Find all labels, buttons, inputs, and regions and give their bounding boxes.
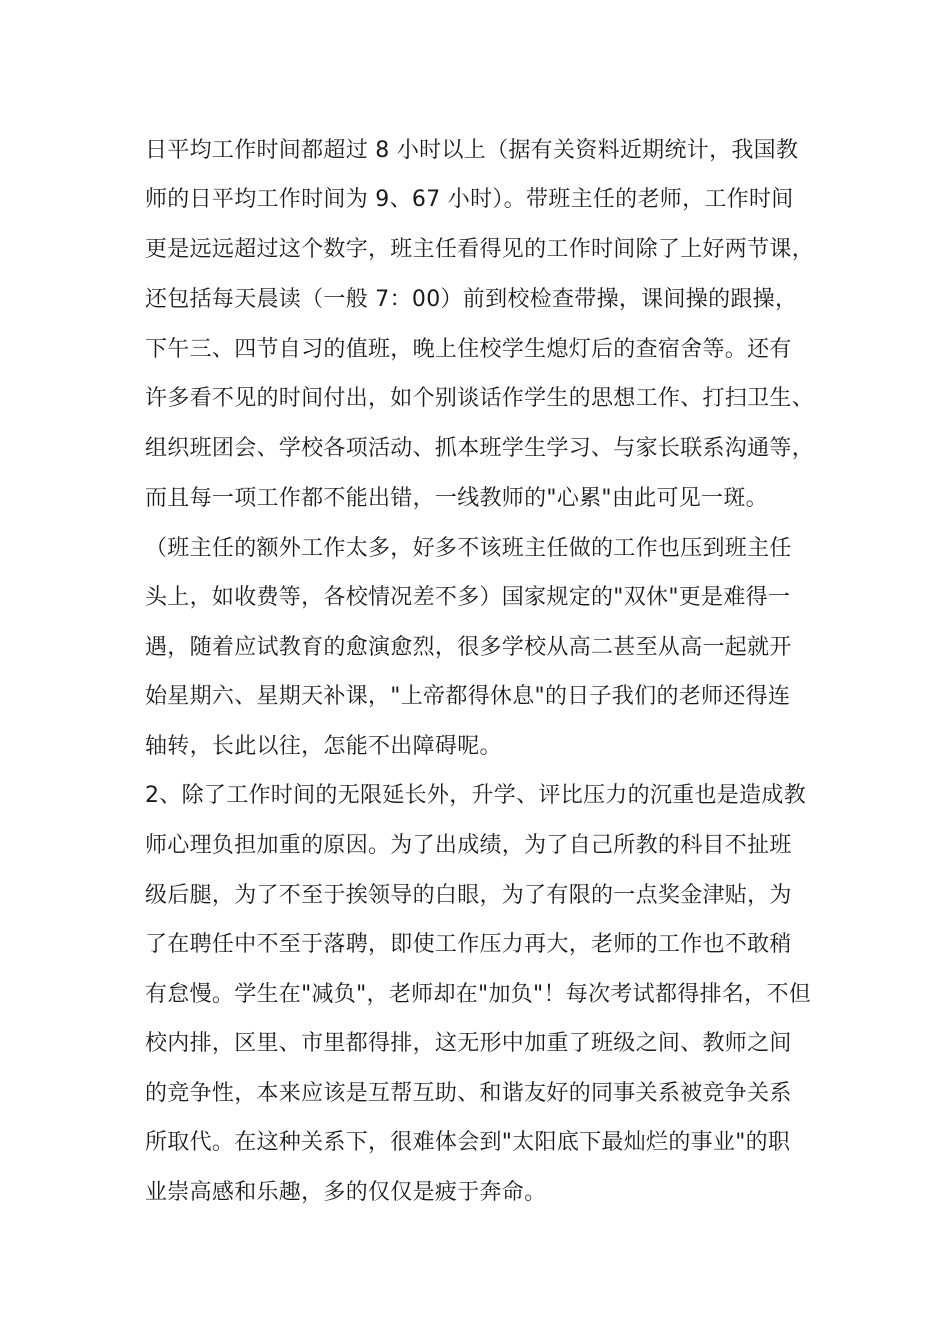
- text-line: 头上，如收费等，各校情况差不多）国家规定的"双休"更是难得一: [145, 585, 791, 610]
- text-line: 有怠慢。学生在"减负"，老师却在"加负"！每次考试都得排名，不但: [145, 982, 812, 1007]
- text-line: 还包括每天晨读（一般 7：00）前到校检查带操，课间操的跟操，: [145, 287, 798, 312]
- text-line: 下午三、四节自习的值班，晚上住校学生熄灯后的查宿舍等。还有: [145, 337, 792, 362]
- text-line: 而且每一项工作都不能出错，一线教师的"心累"由此可见一斑。: [145, 486, 768, 511]
- text-line: （班主任的额外工作太多，好多不该班主任做的工作也压到班主任: [145, 536, 792, 561]
- text-line: 了在聘任中不至于落聘，即使工作压力再大，老师的工作也不敢稍: [145, 932, 792, 957]
- text-line: 2、除了工作时间的无限延长外，升学、评比压力的沉重也是造成教: [145, 783, 806, 808]
- text-line: 的竞争性，本来应该是互帮互助、和谐友好的同事关系被竞争关系: [145, 1081, 792, 1106]
- text-line: 始星期六、星期天补课，"上帝都得休息"的日子我们的老师还得连: [145, 684, 791, 709]
- text-line: 业崇高感和乐趣，多的仅仅是疲于奔命。: [145, 1180, 547, 1205]
- text-line: 师心理负担加重的原因。为了出成绩，为了自己所教的科目不扯班: [145, 833, 792, 858]
- text-line: 日平均工作时间都超过 8 小时以上（据有关资料近期统计，我国教: [145, 138, 799, 163]
- text-line: 遇，随着应试教育的愈演愈烈，很多学校从高二甚至从高一起就开: [145, 635, 792, 660]
- text-line: 许多看不见的时间付出，如个别谈话作学生的思想工作、打扫卫生、: [145, 386, 815, 411]
- text-line: 组织班团会、学校各项活动、抓本班学生学习、与家长联系沟通等，: [145, 436, 815, 461]
- text-line: 所取代。在这种关系下，很难体会到"太阳底下最灿烂的事业"的职: [145, 1130, 791, 1155]
- text-line: 更是远远超过这个数字，班主任看得见的工作时间除了上好两节课，: [145, 237, 815, 262]
- text-line: 级后腿，为了不至于挨领导的白眼，为了有限的一点奖金津贴，为: [145, 883, 792, 908]
- text-line: 校内排，区里、市里都得排，这无形中加重了班级之间、教师之间: [145, 1031, 792, 1056]
- text-line: 轴转，长此以往，怎能不出障碍呢。: [145, 734, 502, 759]
- text-line: 师的日平均工作时间为 9、67 小时）。带班主任的老师，工作时间: [145, 187, 794, 212]
